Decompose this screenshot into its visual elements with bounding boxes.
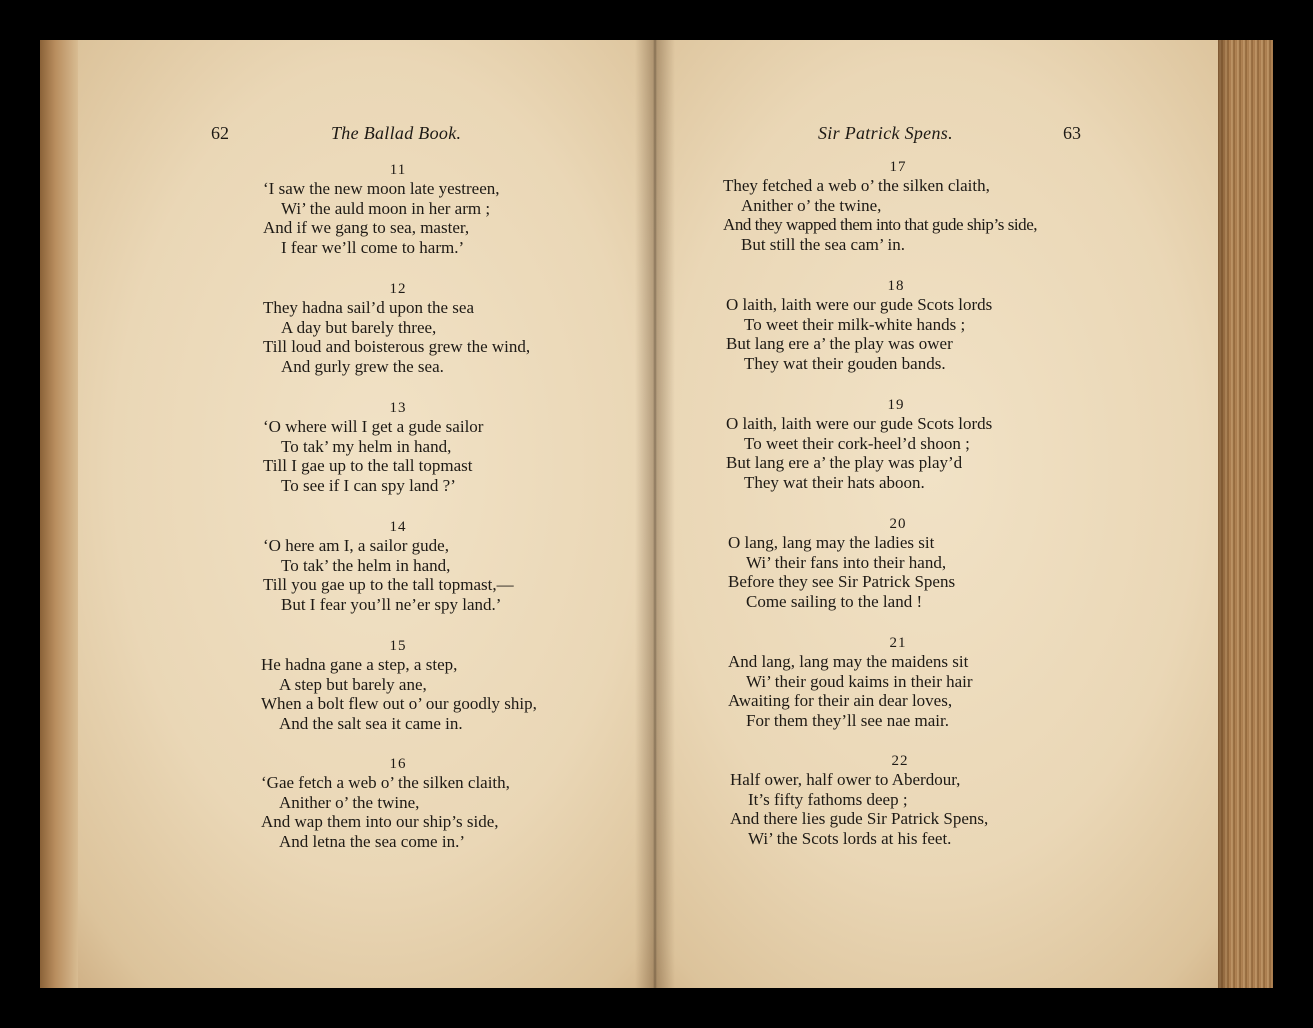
left-page <box>40 40 653 988</box>
verse-line: Till you gae up to the tall topmast,— <box>263 575 514 595</box>
verse-line: A day but barely three, <box>281 317 437 337</box>
verse-line: A step but barely ane, <box>279 674 427 694</box>
verse-line: ‘I saw the new moon late yestreen, <box>263 179 500 198</box>
verse-line: ‘O here am I, a sailor gude, <box>263 536 449 555</box>
verse-line: To tak’ the helm in hand, <box>281 555 451 575</box>
right-page <box>653 40 1273 988</box>
page-block-edge <box>1218 40 1273 988</box>
stanza <box>263 399 533 496</box>
stanza-number: 19 <box>887 397 905 413</box>
left-page-edge <box>40 40 78 988</box>
verse-line: Come sailing to the land ! <box>746 592 923 612</box>
verse-line: But still the sea cam’ in. <box>741 235 905 255</box>
verse-line: Half ower, half ower to Aberdour, <box>730 770 961 789</box>
verse-line: Till I gae up to the tall topmast <box>263 456 473 476</box>
verse-line: Wi’ their goud kaims in their hair <box>746 671 973 691</box>
stanza-number: 12 <box>389 281 407 297</box>
verse-line: ‘Gae fetch a web o’ the silken claith, <box>261 773 510 792</box>
verse-line: And gurly grew the sea. <box>281 357 444 377</box>
book-gutter <box>635 40 675 988</box>
verse-line: Wi’ the Scots lords at his feet. <box>748 829 952 849</box>
stanza <box>723 158 1073 255</box>
verse-line: Awaiting for their ain dear loves, <box>728 691 953 711</box>
stanza <box>261 637 537 734</box>
stanza-number: 11 <box>389 162 407 178</box>
running-head: The Ballad Book. <box>331 123 462 143</box>
verse-line: ‘O where will I get a gude sailor <box>263 417 484 436</box>
stanza-number: 21 <box>889 635 907 651</box>
verse-line: But I fear you’ll ne’er spy land.’ <box>281 595 502 615</box>
stanza-number: 16 <box>389 756 407 772</box>
stanza <box>730 752 1070 849</box>
verse-line: They fetched a web o’ the silken claith, <box>723 176 990 195</box>
verse-line: Wi’ their fans into their hand, <box>746 552 947 572</box>
stanza <box>726 396 1066 493</box>
page-number: 63 <box>1063 123 1081 143</box>
verse-line: And they wapped them into that gude ship’s side, <box>723 215 1038 235</box>
stanza-number: 22 <box>891 753 909 769</box>
stanza <box>263 280 533 377</box>
verse-line: For them they’ll see nae mair. <box>746 711 949 731</box>
verse-line: Anither o’ the twine, <box>741 195 882 215</box>
verse-line: Before they see Sir Patrick Spens <box>728 572 956 592</box>
verse-line: O laith, laith were our gude Scots lords <box>726 414 993 433</box>
stanza-number: 18 <box>887 278 905 294</box>
stanza <box>263 161 533 258</box>
verse-line: To see if I can spy land ?’ <box>281 476 456 496</box>
verse-line: But lang ere a’ the play was ower <box>726 334 953 354</box>
verse-line: To weet their milk-white hands ; <box>744 314 966 334</box>
verse-line: They hadna sail’d upon the sea <box>263 298 475 317</box>
page-number: 62 <box>211 123 229 143</box>
verse-line: When a bolt flew out o’ our goodly ship, <box>261 694 537 714</box>
verse-line: And there lies gude Sir Patrick Spens, <box>730 809 989 829</box>
stanza <box>728 515 1068 612</box>
verse-line: It’s fifty fathoms deep ; <box>748 789 908 809</box>
verse-line: And the salt sea it came in. <box>279 714 463 734</box>
stanza-number: 15 <box>389 638 407 654</box>
verse-line: And lang, lang may the maidens sit <box>728 652 969 671</box>
verse-line: Wi’ the auld moon in her arm ; <box>281 198 491 218</box>
verse-line: O lang, lang may the ladies sit <box>728 533 935 552</box>
verse-line: To tak’ my helm in hand, <box>281 436 452 456</box>
verse-line: To weet their cork-heel’d shoon ; <box>744 433 970 453</box>
verse-line: They wat their gouden bands. <box>744 354 946 374</box>
stanza-number: 14 <box>389 519 407 535</box>
running-head: Sir Patrick Spens. <box>818 123 953 143</box>
stanza-number: 20 <box>889 516 907 532</box>
verse-line: O laith, laith were our gude Scots lords <box>726 295 993 314</box>
verse-line: I fear we’ll come to harm.’ <box>281 238 465 258</box>
stanza-number: 17 <box>889 159 907 175</box>
verse-line: They wat their hats aboon. <box>744 473 925 493</box>
stanza <box>728 634 1068 731</box>
verse-line: And if we gang to sea, master, <box>263 218 470 238</box>
stanza-number: 13 <box>389 400 407 416</box>
verse-line: Anither o’ the twine, <box>279 792 420 812</box>
stanza <box>726 277 1066 374</box>
verse-line: And letna the sea come in.’ <box>279 832 465 852</box>
verse-line: But lang ere a’ the play was play’d <box>726 453 963 473</box>
stanza <box>263 518 533 615</box>
stanza <box>261 755 535 852</box>
open-book <box>40 40 1273 988</box>
verse-line: Till loud and boisterous grew the wind, <box>263 337 531 357</box>
verse-line: He hadna gane a step, a step, <box>261 655 458 674</box>
verse-line: And wap them into our ship’s side, <box>261 812 499 832</box>
